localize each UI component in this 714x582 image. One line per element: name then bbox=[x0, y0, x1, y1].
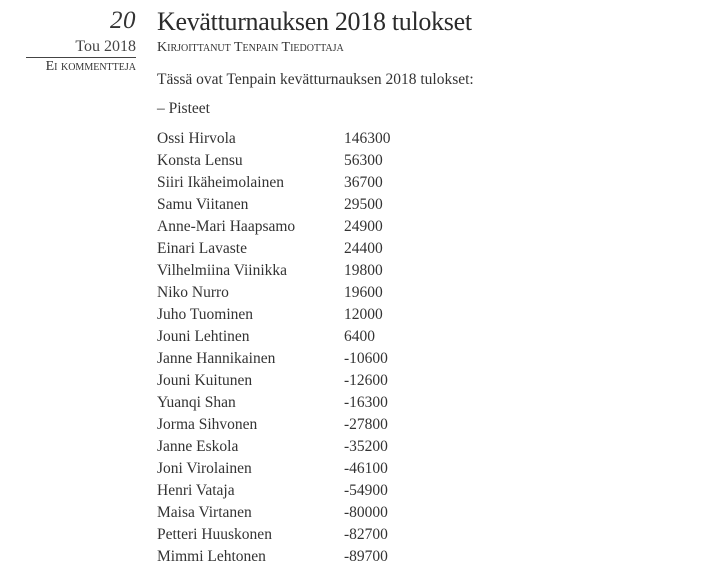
table-row bbox=[157, 260, 464, 282]
player-name: Einari Lavaste bbox=[157, 240, 247, 257]
table-row bbox=[157, 326, 464, 348]
player-name: Henri Vataja bbox=[157, 482, 235, 499]
player-name: Siiri Ikäheimolainen bbox=[157, 174, 284, 191]
table-row bbox=[157, 414, 464, 436]
player-name: Anne-Mari Haapsamo bbox=[157, 218, 296, 235]
table-row bbox=[157, 216, 464, 238]
player-name: Jouni Kuitunen bbox=[157, 372, 253, 389]
player-score: 19800 bbox=[344, 262, 383, 279]
player-score: 36700 bbox=[344, 174, 383, 191]
player-name: Niko Nurro bbox=[157, 284, 229, 301]
post bbox=[157, 6, 697, 568]
post-intro: Tässä ovat Tenpain kevätturnauksen 2018 tulokset: bbox=[157, 71, 474, 88]
player-name: Juho Tuominen bbox=[157, 306, 254, 323]
player-name: Jorma Sihvonen bbox=[157, 416, 258, 433]
table-row bbox=[157, 282, 464, 304]
results-subheading: – Pisteet bbox=[157, 100, 210, 117]
table-row bbox=[157, 480, 464, 502]
table-row bbox=[157, 370, 464, 392]
player-name: Mimmi Lehtonen bbox=[157, 548, 266, 565]
player-name: Petteri Huuskonen bbox=[157, 526, 272, 543]
player-score: -89700 bbox=[344, 548, 388, 565]
player-score: -80000 bbox=[344, 504, 388, 521]
player-score: -35200 bbox=[344, 438, 388, 455]
player-score: 19600 bbox=[344, 284, 383, 301]
post-title[interactable]: Kevätturnauksen 2018 tulokset bbox=[157, 7, 472, 36]
player-score: -12600 bbox=[344, 372, 388, 389]
player-name: Jouni Lehtinen bbox=[157, 328, 250, 345]
table-row bbox=[157, 194, 464, 216]
player-score: -16300 bbox=[344, 394, 388, 411]
table-row bbox=[157, 304, 464, 326]
table-row bbox=[157, 348, 464, 370]
player-name: Yuanqi Shan bbox=[157, 394, 236, 411]
post-date-month-year: Tou 2018 bbox=[26, 38, 136, 58]
player-name: Maisa Virtanen bbox=[157, 504, 252, 521]
player-score: -27800 bbox=[344, 416, 388, 433]
table-row bbox=[157, 128, 464, 150]
comments-link[interactable]: Ei kommentteja bbox=[45, 59, 136, 74]
post-date-day: 20 bbox=[110, 7, 136, 34]
player-name: Konsta Lensu bbox=[157, 152, 243, 169]
player-score: -82700 bbox=[344, 526, 388, 543]
table-row bbox=[157, 546, 464, 568]
player-score: -46100 bbox=[344, 460, 388, 477]
player-name: Janne Hannikainen bbox=[157, 350, 276, 367]
table-row bbox=[157, 436, 464, 458]
player-score: -54900 bbox=[344, 482, 388, 499]
player-name: Ossi Hirvola bbox=[157, 130, 236, 147]
table-row bbox=[157, 150, 464, 172]
player-name: Samu Viitanen bbox=[157, 196, 249, 213]
player-name: Joni Virolainen bbox=[157, 460, 252, 477]
player-score: 146300 bbox=[344, 130, 391, 147]
player-score: 56300 bbox=[344, 152, 383, 169]
player-score: 24900 bbox=[344, 218, 383, 235]
post-date bbox=[0, 6, 136, 75]
player-score: 29500 bbox=[344, 196, 383, 213]
player-score: 24400 bbox=[344, 240, 383, 257]
table-row bbox=[157, 392, 464, 414]
results-table bbox=[157, 128, 464, 568]
table-row bbox=[157, 524, 464, 546]
player-score: 12000 bbox=[344, 306, 383, 323]
table-row bbox=[157, 458, 464, 480]
player-score: 6400 bbox=[344, 328, 375, 345]
post-author[interactable]: Kirjoittanut Tenpain Tiedottaja bbox=[157, 40, 344, 55]
table-row bbox=[157, 172, 464, 194]
player-score: -10600 bbox=[344, 350, 388, 367]
player-name: Vilhelmiina Viinikka bbox=[157, 262, 288, 279]
table-row bbox=[157, 238, 464, 260]
table-row bbox=[157, 502, 464, 524]
player-name: Janne Eskola bbox=[157, 438, 239, 455]
